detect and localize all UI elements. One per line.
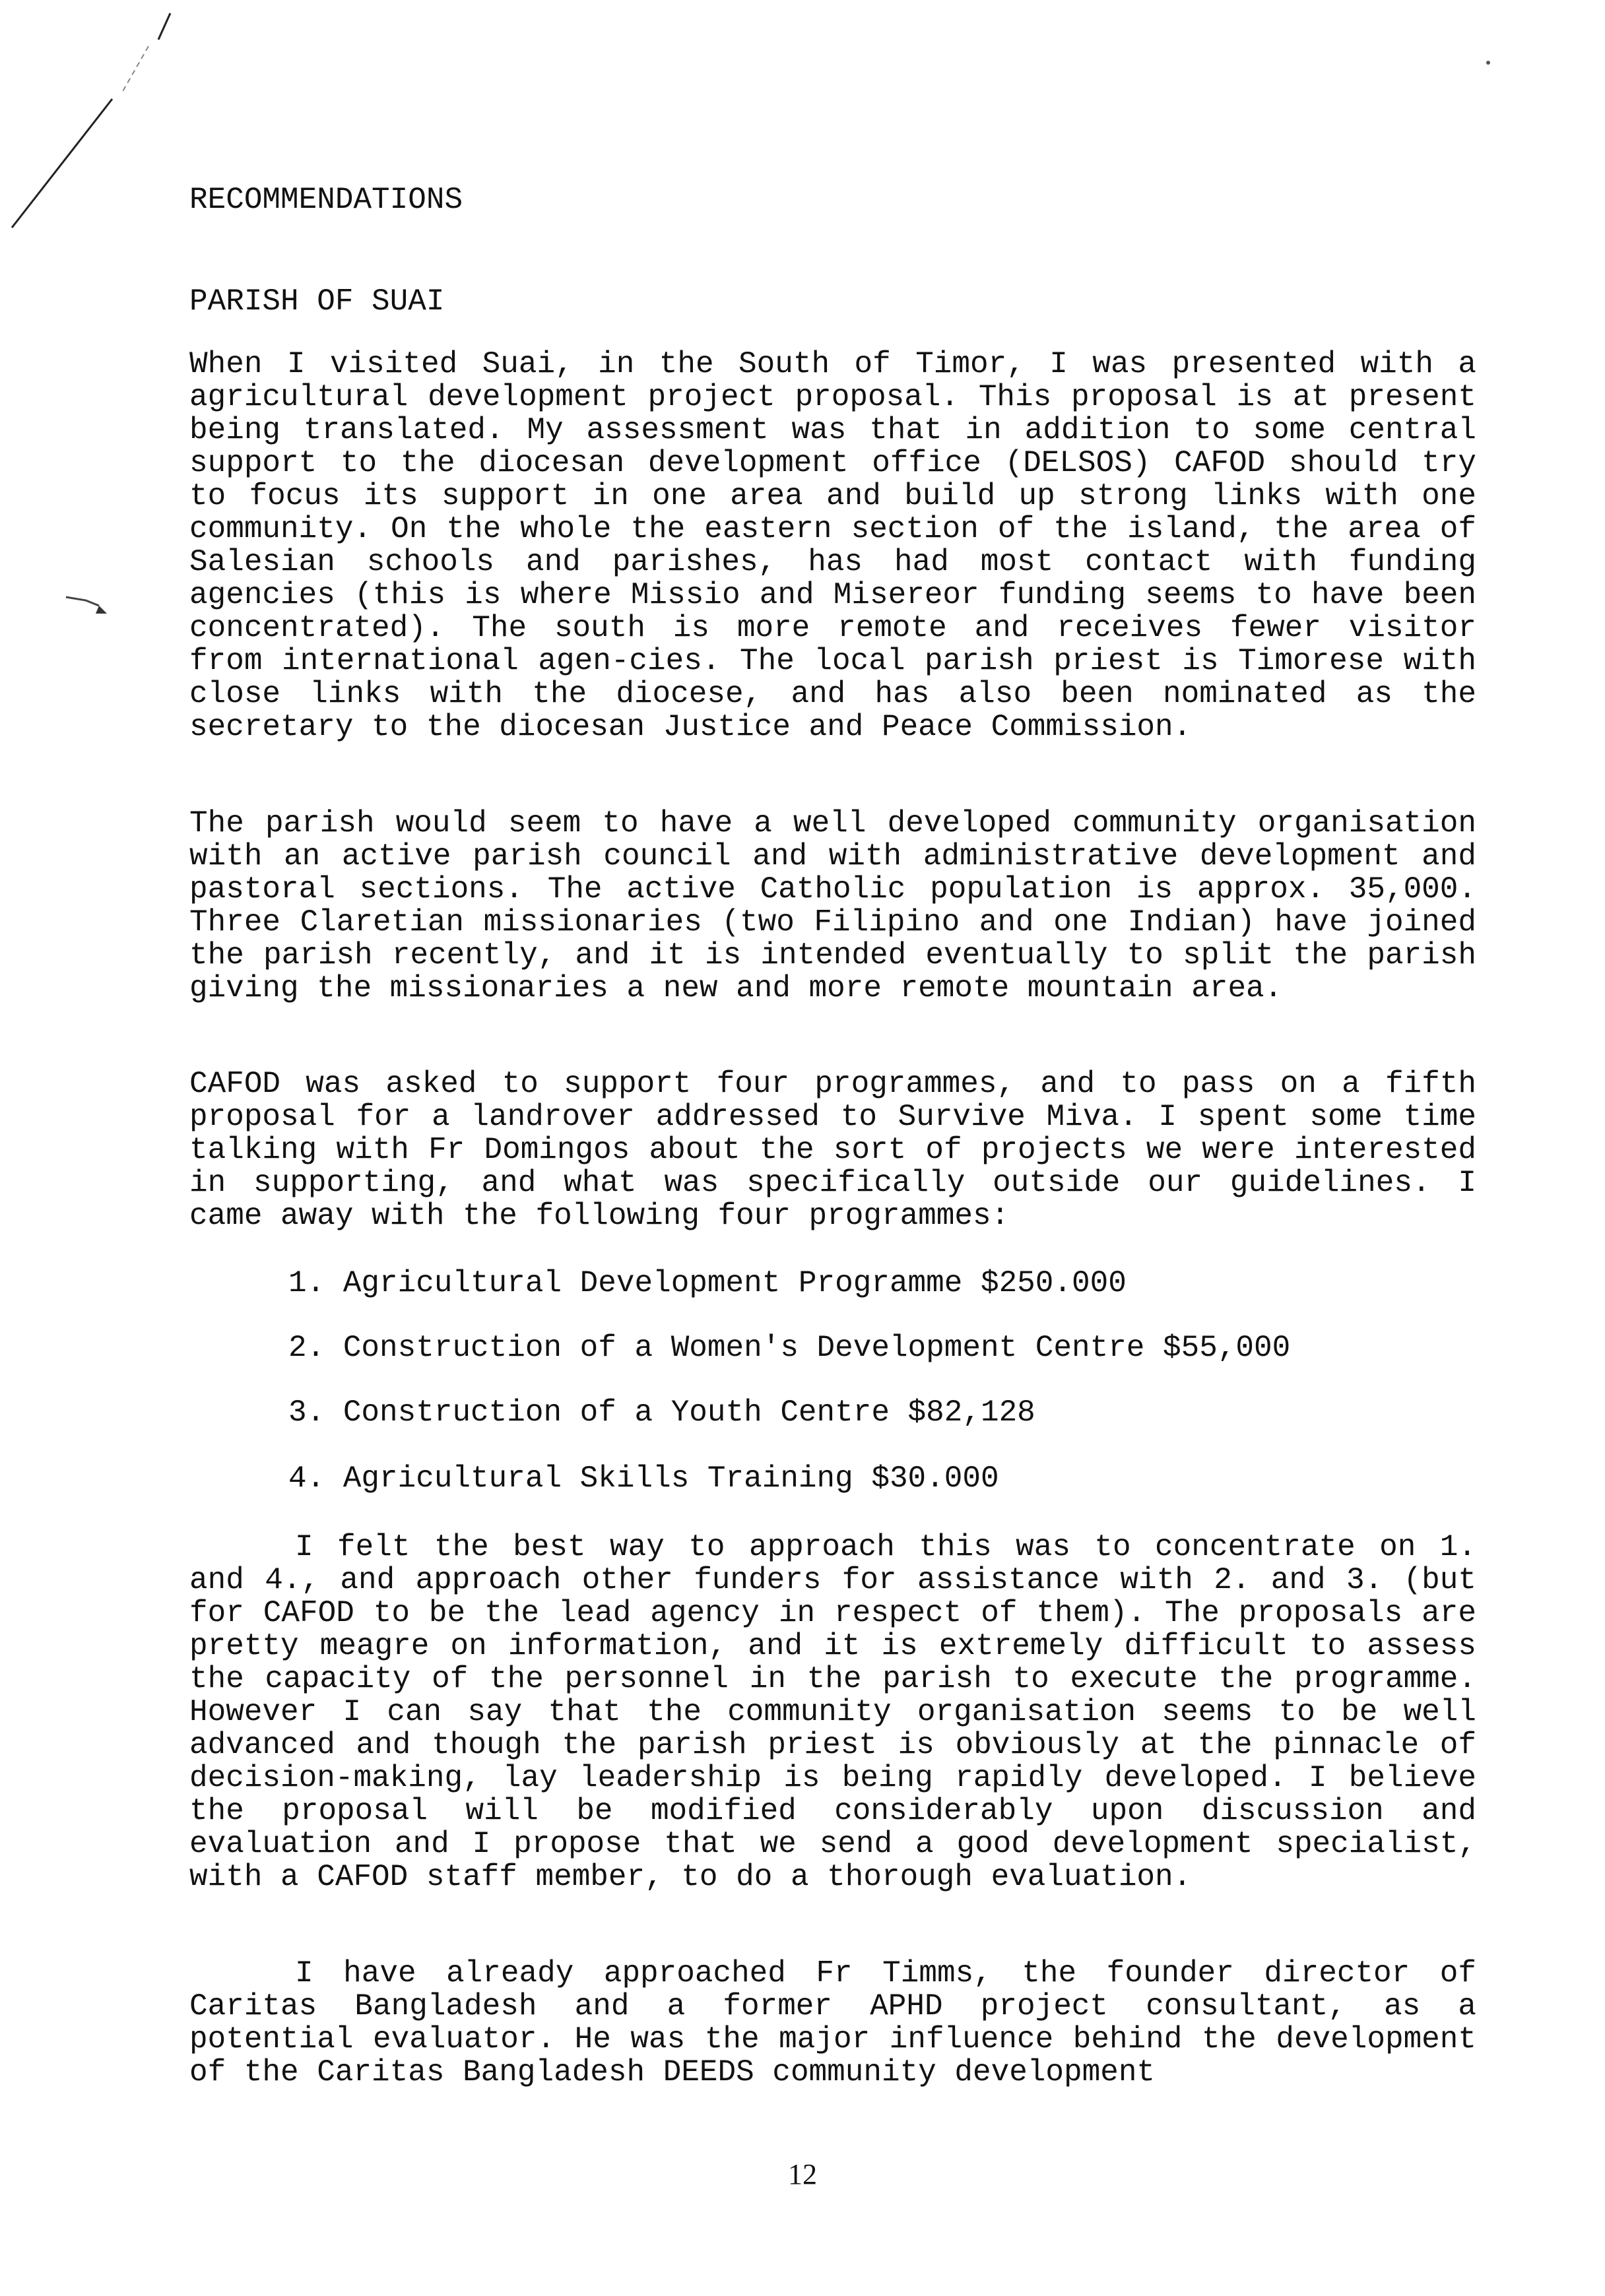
scan-stroke-diagonal — [12, 99, 112, 228]
body-paragraph-2 — [189, 807, 1476, 1005]
body-paragraph-5 — [189, 1957, 1476, 2089]
scan-arrow — [96, 606, 107, 614]
scan-dot — [1486, 61, 1490, 65]
paragraph-text: I felt the best way to approach this was to concentrate on 1. and 4., and approach other funders for assistance with 2. and 3. (but for CAFOD to be the lead agency in respect of them). The proposals are pretty meagre on information, and it is extremely difficult to assess the capacity of the personnel in the parish to execute the programme. However I can say that the community organisation seems to be well advanced and though the parish priest is obviously at the pinnacle of decision-making, lay leadership is being rapidly developed. I believe the proposal will be modified considerably upon discussion and evaluation and I propose that we send a good development specialist, with a CAFOD staff member, to do a thorough evaluation. — [189, 1530, 1476, 1894]
body-paragraph-4 — [189, 1531, 1476, 1894]
list-item: 1. Agricultural Development Programme $250.000 — [288, 1266, 1127, 1300]
scan-mark-left — [66, 597, 99, 606]
list-item: 4. Agricultural Skills Training $30.000 — [288, 1461, 999, 1496]
scan-stroke-top — [158, 13, 170, 40]
body-paragraph-1 — [189, 348, 1476, 744]
list-item: 2. Construction of a Women's Development Centre $55,000 — [288, 1331, 1291, 1365]
paragraph-text: When I visited Suai, in the South of Timor, I was presented with a agricultural development project proposal. This proposal is at present being translated. My assessment was that in addition to some central support to the diocesan development office (DELSOS) CAFOD should try to focus its support in one area and build up strong links with one community. On the whole the eastern section of the island, the area of Salesian schools and parishes, has had most contact with funding agencies (this is where Missio and Misereor funding seems to have been concentrated). The south is more remote and receives fewer visitor from international agen-cies. The local parish priest is Timorese with close links with the diocese, and has also been nominated as the secretary to the diocesan Justice and Peace Commission. — [189, 347, 1476, 744]
body-paragraph-3 — [189, 1068, 1476, 1232]
list-item: 3. Construction of a Youth Centre $82,128 — [288, 1395, 1035, 1430]
paragraph-text: The parish would seem to have a well developed community organisation with an active parish council and with administrative development and pastoral sections. The active Catholic population is approx. 35,000. Three Claretian missionaries (two Filipino and one Indian) have joined the parish recently, and it is intended eventually to split the parish giving the missionaries a new and more remote mountain area. — [189, 806, 1476, 1005]
page-number: 12 — [788, 2158, 817, 2190]
paragraph-text: CAFOD was asked to support four programmes, and to pass on a fifth proposal for a landrover addressed to Survive Miva. I spent some time talking with Fr Domingos about the sort of projects we were interested in supporting, and what was specifically outside our guidelines. I came away with the following four programmes: — [189, 1067, 1476, 1233]
section-heading: PARISH OF SUAI — [189, 284, 445, 319]
paragraph-text: I have already approached Fr Timms, the founder director of Caritas Bangladesh and a former APHD project consultant, as a potential evaluator. He was the major influence behind the development of the Caritas Bangladesh DEEDS community development — [189, 1956, 1476, 2089]
scan-stroke-dashed — [122, 46, 148, 92]
page-title: RECOMMENDATIONS — [189, 183, 463, 217]
